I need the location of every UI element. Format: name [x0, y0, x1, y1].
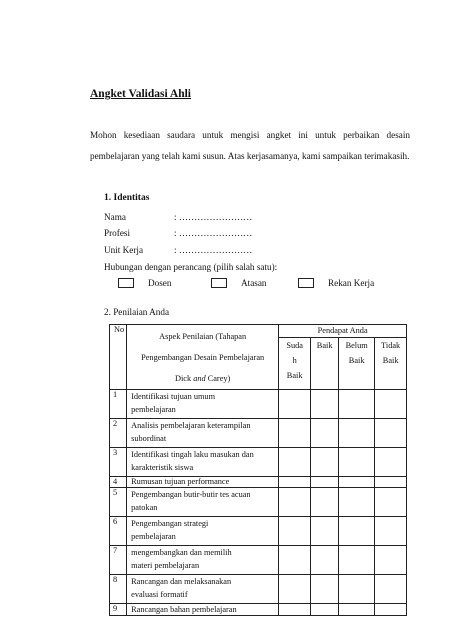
- rating-cell[interactable]: [311, 575, 339, 604]
- table-row: [110, 546, 407, 575]
- rating-cell[interactable]: [375, 517, 407, 546]
- aspek-header-line-3c: Carey): [205, 374, 231, 383]
- col-header-aspek: [127, 325, 279, 390]
- row-no: 9: [110, 604, 127, 616]
- rating-cell[interactable]: [375, 546, 407, 575]
- rating-cell[interactable]: [279, 517, 311, 546]
- rating-cell[interactable]: [339, 390, 375, 419]
- rating-cell[interactable]: [339, 546, 375, 575]
- checkbox-atasan[interactable]: [211, 278, 227, 288]
- subcol-text: Baik: [316, 341, 333, 351]
- aspek-header-line-3a: Dick: [174, 374, 194, 383]
- row-no: 1: [110, 390, 127, 419]
- row-no: 7: [110, 546, 127, 575]
- rating-cell[interactable]: [375, 448, 407, 477]
- rating-cell[interactable]: [339, 575, 375, 604]
- rating-cell[interactable]: [311, 419, 339, 448]
- aspek-text: Rancangan bahan pembelajaran: [131, 605, 237, 614]
- rating-cell[interactable]: [375, 477, 407, 488]
- rating-cell[interactable]: [339, 517, 375, 546]
- field-value-profesi[interactable]: : ……………………: [174, 228, 253, 238]
- subcol-tidak-baik: [375, 338, 407, 390]
- aspek-text: Pengembangan strategi: [131, 519, 209, 528]
- table-row: [110, 488, 407, 517]
- option-atasan[interactable]: [211, 278, 267, 288]
- rating-cell[interactable]: [375, 488, 407, 517]
- aspek-text: Rumusan tujuan performance: [131, 477, 230, 486]
- rating-cell[interactable]: [279, 390, 311, 419]
- rating-cell[interactable]: [311, 477, 339, 488]
- aspek-text: subordinat: [131, 434, 167, 443]
- rating-cell[interactable]: [339, 419, 375, 448]
- row-no: 2: [110, 419, 127, 448]
- rating-cell[interactable]: [279, 477, 311, 488]
- field-label-profesi: Profesi: [104, 228, 131, 238]
- rating-cell[interactable]: [339, 448, 375, 477]
- row-aspek: [127, 477, 279, 488]
- aspek-text: materi pembelajaran: [131, 561, 200, 570]
- aspek-header-line-3b: and: [193, 374, 206, 383]
- rating-cell[interactable]: [279, 419, 311, 448]
- rating-cell[interactable]: [311, 604, 339, 616]
- table-row: [110, 477, 407, 488]
- field-value-unit-kerja[interactable]: : ……………………: [174, 245, 253, 255]
- rating-cell[interactable]: [375, 575, 407, 604]
- rating-cell[interactable]: [339, 477, 375, 488]
- relation-label: Hubungan dengan perancang (pilih salah satu):: [104, 262, 278, 272]
- table-row: [110, 575, 407, 604]
- table-row: [110, 419, 407, 448]
- row-no: 4: [110, 477, 127, 488]
- option-label-dosen: Dosen: [148, 278, 172, 288]
- section-penilaian-heading: 2. Penilaian Anda: [104, 307, 170, 317]
- rating-cell[interactable]: [339, 488, 375, 517]
- aspek-text: Identifikasi tujuan umum: [131, 392, 216, 401]
- subcol-text: h: [292, 356, 297, 366]
- subcol-text: Suda: [286, 341, 303, 351]
- row-aspek: [127, 546, 279, 575]
- rating-cell[interactable]: [311, 488, 339, 517]
- subcol-text: Baik: [286, 371, 303, 381]
- rating-cell[interactable]: [311, 546, 339, 575]
- rating-cell[interactable]: [279, 546, 311, 575]
- table-row: [110, 604, 407, 616]
- row-no: 6: [110, 517, 127, 546]
- col-header-pendapat: Pendapat Anda: [279, 325, 407, 338]
- subcol-text: Baik: [382, 356, 399, 366]
- aspek-text: Analisis pembelajaran keterampilan: [131, 421, 251, 430]
- row-aspek: [127, 488, 279, 517]
- subcol-belum-baik: [339, 338, 375, 390]
- intro-paragraph: Mohon kesediaan saudara untuk mengisi angket ini untuk perbaikan desain pembelajaran yang telah kami susun. Atas kerjasamanya, kami sampaikan terimakasih.: [90, 130, 410, 161]
- table-row: [110, 517, 407, 546]
- aspek-text: Pengembangan butir-butir tes acuan: [131, 490, 251, 499]
- subcol-sudah-baik: [279, 338, 311, 390]
- field-label-unit-kerja: Unit Kerja: [104, 245, 144, 255]
- rating-cell[interactable]: [375, 390, 407, 419]
- rating-cell[interactable]: [279, 604, 311, 616]
- col-header-no: No: [110, 325, 127, 390]
- field-label-nama: Nama: [104, 212, 126, 222]
- subcol-text: Baik: [348, 356, 365, 366]
- rating-cell[interactable]: [311, 517, 339, 546]
- row-no: 5: [110, 488, 127, 517]
- rating-cell[interactable]: [375, 419, 407, 448]
- row-aspek: [127, 419, 279, 448]
- subcol-text: Tidak: [381, 341, 401, 351]
- rating-cell[interactable]: [279, 488, 311, 517]
- aspek-text: mengembangkan dan memilih: [131, 548, 232, 557]
- field-value-nama[interactable]: : ……………………: [174, 212, 253, 222]
- table-row: [110, 390, 407, 419]
- subcol-text: Belum: [345, 341, 368, 351]
- row-aspek: [127, 448, 279, 477]
- page-title: Angket Validasi Ahli: [90, 88, 191, 100]
- row-aspek: [127, 517, 279, 546]
- checkbox-rekan-kerja[interactable]: [298, 278, 314, 288]
- row-no: 3: [110, 448, 127, 477]
- row-aspek: [127, 390, 279, 419]
- rating-cell[interactable]: [311, 448, 339, 477]
- row-no: 8: [110, 575, 127, 604]
- row-aspek: [127, 575, 279, 604]
- aspek-text: pembelajaran: [131, 405, 176, 414]
- aspek-text: pembelajaran: [131, 532, 176, 541]
- subcol-baik: [311, 338, 339, 390]
- aspek-header-line-2: Pengembangan Desain Pembelajaran: [141, 353, 265, 362]
- table-row: [110, 448, 407, 477]
- rating-cell[interactable]: [279, 448, 311, 477]
- aspek-text: karakteristik siswa: [131, 463, 194, 472]
- option-dosen[interactable]: [118, 278, 171, 288]
- assessment-table: [109, 324, 407, 616]
- rating-cell[interactable]: [311, 390, 339, 419]
- aspek-header-line-1: Aspek Penilaian (Tahapan: [159, 332, 247, 341]
- aspek-text: Rancangan dan melaksanakan: [131, 577, 232, 586]
- option-label-rekan-kerja: Rekan Kerja: [328, 278, 375, 288]
- section-identitas-heading: 1. Identitas: [104, 193, 150, 203]
- checkbox-dosen[interactable]: [118, 278, 134, 288]
- option-rekan-kerja[interactable]: [298, 278, 374, 288]
- aspek-text: evaluasi formatif: [131, 590, 188, 599]
- rating-cell[interactable]: [279, 575, 311, 604]
- row-aspek: [127, 604, 279, 616]
- rating-cell[interactable]: [375, 604, 407, 616]
- rating-cell[interactable]: [339, 604, 375, 616]
- option-label-atasan: Atasan: [241, 278, 267, 288]
- aspek-text: patokan: [131, 503, 158, 512]
- aspek-text: Identifikasi tingah laku masukan dan: [131, 450, 254, 459]
